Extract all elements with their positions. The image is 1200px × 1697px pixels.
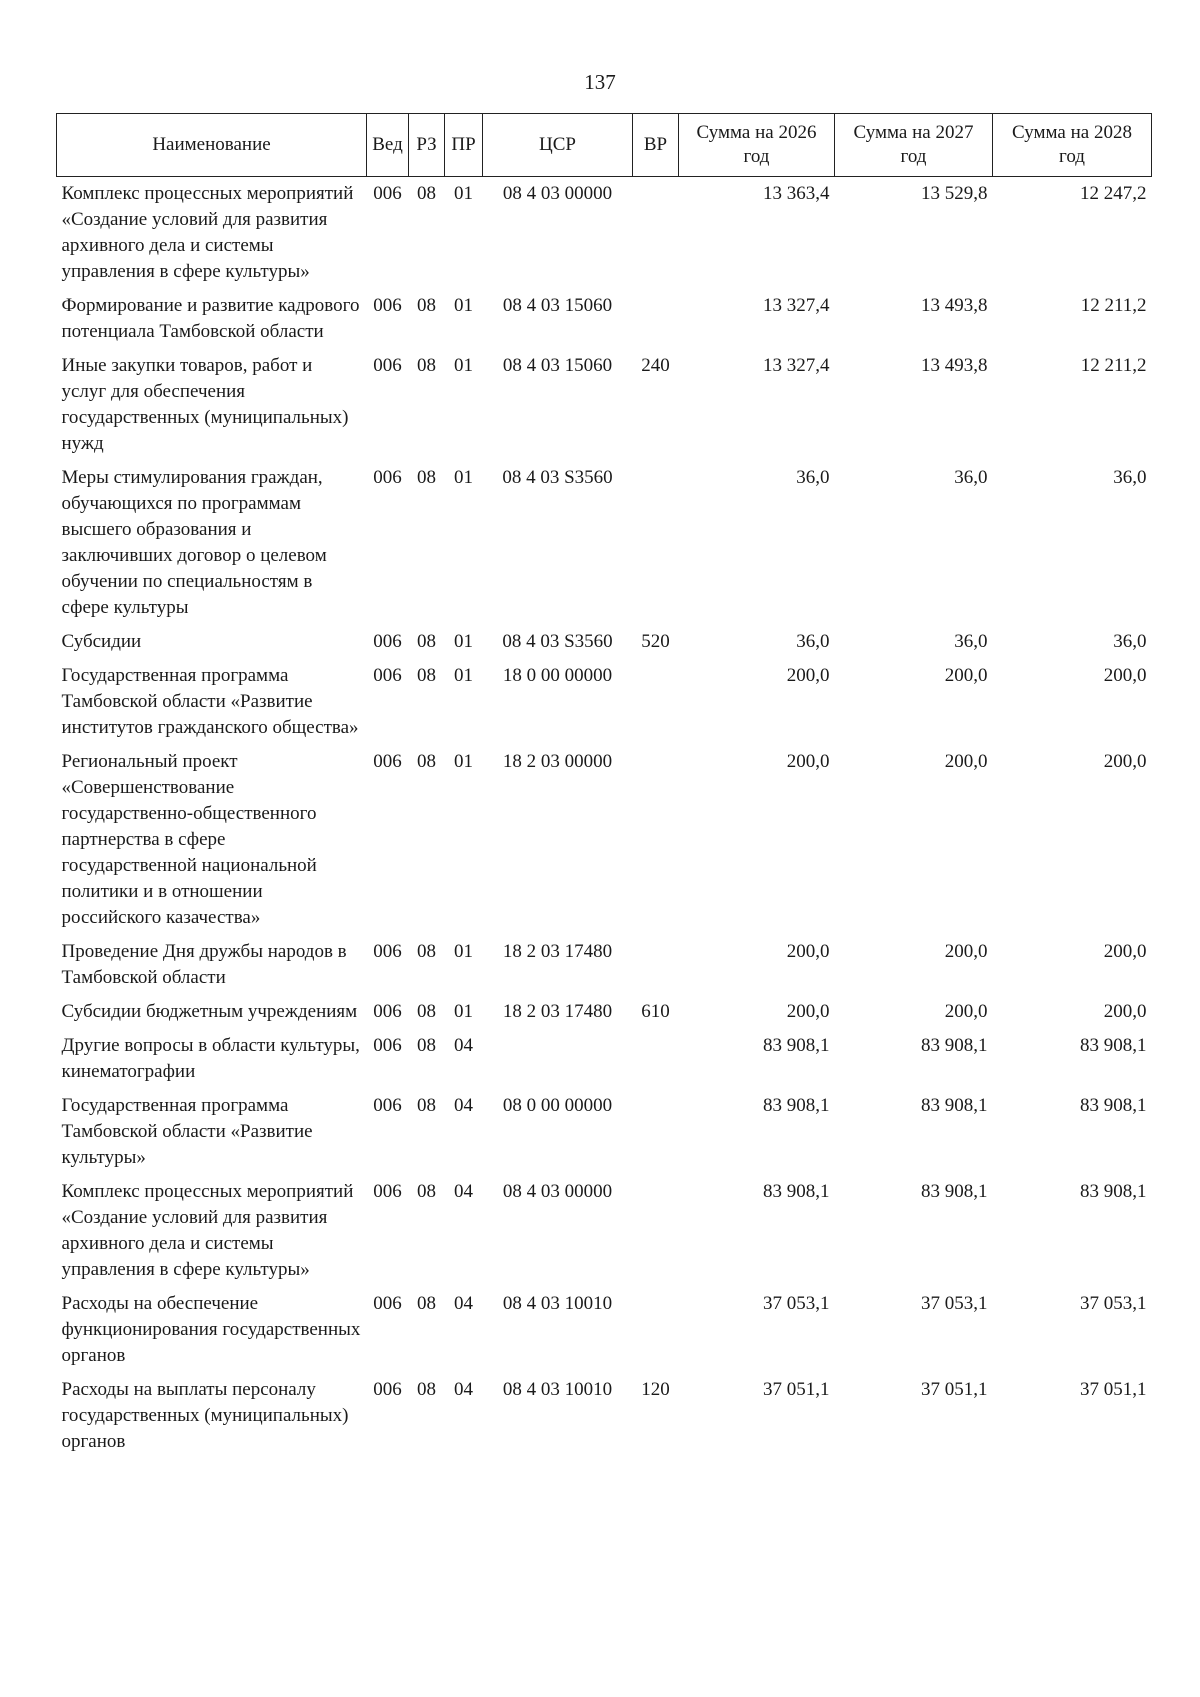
row-name-cell: Государственная программа Тамбовской области «Развитие культуры»	[61, 1095, 313, 1168]
row-name-cell: Расходы на обеспечение функционирования государственных органов	[61, 1293, 361, 1366]
row-csr-cell: 08 4 03 10010	[502, 1379, 613, 1400]
row-sum-2028-cell: 83 908,1	[1080, 1181, 1147, 1202]
row-sum-2026-cell: 13 363,4	[763, 183, 830, 204]
row-sum-2027-cell: 36,0	[954, 467, 988, 488]
row-sum-2028-cell: 36,0	[1113, 467, 1147, 488]
table-row	[57, 995, 1152, 1029]
row-vr-cell	[633, 935, 679, 995]
row-rz-cell: 08	[417, 941, 436, 962]
row-pr-cell: 04	[454, 1095, 473, 1116]
row-name-cell: Государственная программа Тамбовской области «Развитие институтов гражданского общества»	[61, 665, 359, 738]
row-csr-cell: 18 2 03 17480	[502, 941, 613, 962]
row-rz-cell: 08	[417, 631, 436, 652]
row-rz-cell: 08	[417, 183, 436, 204]
row-csr-cell: 08 4 03 15060	[502, 295, 613, 316]
row-ved-cell: 006	[373, 467, 402, 488]
row-sum-2026-cell: 83 908,1	[763, 1181, 830, 1202]
row-sum-2028-cell: 200,0	[1103, 751, 1147, 772]
row-pr-cell: 01	[454, 631, 473, 652]
row-rz-cell: 08	[417, 295, 436, 316]
row-sum-2027-cell: 200,0	[944, 751, 988, 772]
row-csr-cell: 18 0 00 00000	[502, 665, 613, 686]
row-sum-2028-cell: 200,0	[1103, 665, 1147, 686]
row-ved-cell: 006	[373, 295, 402, 316]
row-ved-cell: 006	[373, 355, 402, 376]
row-csr-cell: 18 2 03 00000	[502, 751, 613, 772]
row-ved-cell: 006	[373, 1293, 402, 1314]
header-ved: Вед	[367, 114, 409, 177]
row-pr-cell: 01	[454, 467, 473, 488]
row-csr-cell: 08 4 03 15060	[502, 355, 613, 376]
row-rz-cell: 08	[417, 467, 436, 488]
header-sum-2028: Сумма на 2028 год	[993, 114, 1152, 177]
row-sum-2026-cell: 37 051,1	[763, 1379, 830, 1400]
row-vr-cell	[633, 1029, 679, 1089]
row-name-cell: Проведение Дня дружбы народов в Тамбовской области	[61, 941, 347, 988]
row-vr-cell	[633, 461, 679, 625]
table-row	[57, 1029, 1152, 1089]
table-row	[57, 1287, 1152, 1373]
row-sum-2026-cell: 37 053,1	[763, 1293, 830, 1314]
table-row	[57, 289, 1152, 349]
row-name-cell: Формирование и развитие кадрового потенциала Тамбовской области	[61, 295, 360, 342]
row-sum-2028-cell: 36,0	[1113, 631, 1147, 652]
row-rz-cell: 08	[417, 1293, 436, 1314]
row-pr-cell: 01	[454, 183, 473, 204]
row-name-cell: Иные закупки товаров, работ и услуг для обеспечения государственных (муниципальных) нужд	[61, 355, 349, 454]
header-name: Наименование	[57, 114, 367, 177]
row-pr-cell: 04	[454, 1181, 473, 1202]
row-sum-2027-cell: 36,0	[954, 631, 988, 652]
row-rz-cell: 08	[417, 1379, 436, 1400]
row-sum-2027-cell: 83 908,1	[921, 1095, 988, 1116]
row-ved-cell: 006	[373, 665, 402, 686]
table-row	[57, 625, 1152, 659]
row-csr-cell: 08 4 03 10010	[502, 1293, 613, 1314]
row-pr-cell: 01	[454, 665, 473, 686]
row-sum-2027-cell: 13 493,8	[921, 355, 988, 376]
row-sum-2026-cell: 83 908,1	[763, 1095, 830, 1116]
table-row	[57, 349, 1152, 461]
row-csr-cell: 08 4 03 00000	[502, 1181, 613, 1202]
header-sum-2027: Сумма на 2027 год	[835, 114, 993, 177]
table-row	[57, 745, 1152, 935]
row-rz-cell: 08	[417, 355, 436, 376]
row-name-cell: Другие вопросы в области культуры, кинематографии	[61, 1035, 360, 1082]
table-row	[57, 1175, 1152, 1287]
row-vr-cell	[633, 1175, 679, 1287]
row-sum-2026-cell: 13 327,4	[763, 355, 830, 376]
row-rz-cell: 08	[417, 1181, 436, 1202]
row-name-cell: Меры стимулирования граждан, обучающихся по программам высшего образования и заключивших договор о целевом обучении по специальностям в сфере культуры	[61, 467, 327, 618]
row-ved-cell: 006	[373, 941, 402, 962]
row-ved-cell: 006	[373, 631, 402, 652]
row-csr-cell: 08 0 00 00000	[502, 1095, 613, 1116]
row-vr-cell	[633, 1089, 679, 1175]
row-pr-cell: 01	[454, 355, 473, 376]
row-csr-cell: 08 4 03 S3560	[502, 631, 613, 652]
row-pr-cell: 04	[454, 1035, 473, 1056]
row-name-cell: Субсидии	[61, 631, 142, 652]
row-pr-cell: 01	[454, 941, 473, 962]
row-sum-2028-cell: 200,0	[1103, 941, 1147, 962]
row-vr-cell: 120	[641, 1379, 670, 1400]
row-rz-cell: 08	[417, 751, 436, 772]
table-row	[57, 935, 1152, 995]
row-sum-2026-cell: 200,0	[786, 665, 830, 686]
row-sum-2027-cell: 37 053,1	[921, 1293, 988, 1314]
row-sum-2026-cell: 200,0	[786, 941, 830, 962]
row-ved-cell: 006	[373, 1001, 402, 1022]
row-sum-2028-cell: 12 211,2	[1080, 355, 1147, 376]
row-vr-cell	[633, 177, 679, 290]
row-pr-cell: 01	[454, 751, 473, 772]
row-rz-cell: 08	[417, 1035, 436, 1056]
header-vr: ВР	[633, 114, 679, 177]
row-vr-cell: 240	[641, 355, 670, 376]
row-sum-2026-cell: 200,0	[786, 1001, 830, 1022]
table-body	[57, 177, 1152, 1460]
row-sum-2028-cell: 200,0	[1103, 1001, 1147, 1022]
row-vr-cell	[633, 1287, 679, 1373]
row-sum-2027-cell: 83 908,1	[921, 1035, 988, 1056]
row-sum-2028-cell: 12 211,2	[1080, 295, 1147, 316]
row-sum-2026-cell: 200,0	[786, 751, 830, 772]
table-header-row	[57, 114, 1152, 177]
row-sum-2026-cell: 83 908,1	[763, 1035, 830, 1056]
row-rz-cell: 08	[417, 1095, 436, 1116]
row-sum-2026-cell: 36,0	[796, 467, 830, 488]
row-sum-2028-cell: 83 908,1	[1080, 1095, 1147, 1116]
table-row	[57, 1373, 1152, 1459]
row-name-cell: Комплекс процессных мероприятий «Создание условий для развития архивного дела и системы управления в сфере культуры»	[61, 1181, 354, 1280]
page-number: 137	[584, 70, 616, 94]
table-row	[57, 461, 1152, 625]
row-ved-cell: 006	[373, 183, 402, 204]
row-csr-cell	[483, 1029, 633, 1089]
header-sum-2026: Сумма на 2026 год	[679, 114, 835, 177]
row-vr-cell: 610	[641, 1001, 670, 1022]
table-row	[57, 1089, 1152, 1175]
header-rz: РЗ	[409, 114, 445, 177]
row-sum-2027-cell: 13 529,8	[921, 183, 988, 204]
row-csr-cell: 18 2 03 17480	[502, 1001, 613, 1022]
row-sum-2027-cell: 200,0	[944, 941, 988, 962]
row-sum-2027-cell: 200,0	[944, 665, 988, 686]
row-sum-2027-cell: 83 908,1	[921, 1181, 988, 1202]
row-ved-cell: 006	[373, 1379, 402, 1400]
row-name-cell: Субсидии бюджетным учреждениям	[61, 1001, 358, 1022]
row-sum-2027-cell: 200,0	[944, 1001, 988, 1022]
row-vr-cell	[633, 289, 679, 349]
row-pr-cell: 04	[454, 1293, 473, 1314]
header-pr: ПР	[445, 114, 483, 177]
row-sum-2028-cell: 12 247,2	[1080, 183, 1147, 204]
row-ved-cell: 006	[373, 1095, 402, 1116]
row-csr-cell: 08 4 03 S3560	[502, 467, 613, 488]
row-sum-2027-cell: 13 493,8	[921, 295, 988, 316]
row-ved-cell: 006	[373, 1035, 402, 1056]
budget-table	[56, 113, 1152, 1459]
row-name-cell: Региональный проект «Совершенствование государственно-общественного партнерства в сфере государственной национальной политики и в отношении российского казачества»	[61, 751, 317, 928]
header-csr: ЦСР	[483, 114, 633, 177]
row-sum-2027-cell: 37 051,1	[921, 1379, 988, 1400]
row-pr-cell: 01	[454, 1001, 473, 1022]
row-vr-cell: 520	[641, 631, 670, 652]
row-name-cell: Расходы на выплаты персоналу государственных (муниципальных) органов	[61, 1379, 349, 1452]
row-pr-cell: 04	[454, 1379, 473, 1400]
row-name-cell: Комплекс процессных мероприятий «Создание условий для развития архивного дела и системы управления в сфере культуры»	[61, 183, 354, 282]
row-sum-2026-cell: 13 327,4	[763, 295, 830, 316]
row-ved-cell: 006	[373, 751, 402, 772]
row-sum-2028-cell: 37 051,1	[1080, 1379, 1147, 1400]
row-sum-2028-cell: 37 053,1	[1080, 1293, 1147, 1314]
row-pr-cell: 01	[454, 295, 473, 316]
row-csr-cell: 08 4 03 00000	[502, 183, 613, 204]
row-vr-cell	[633, 745, 679, 935]
row-sum-2028-cell: 83 908,1	[1080, 1035, 1147, 1056]
row-rz-cell: 08	[417, 1001, 436, 1022]
table-row	[57, 177, 1152, 290]
row-ved-cell: 006	[373, 1181, 402, 1202]
row-vr-cell	[633, 659, 679, 745]
row-rz-cell: 08	[417, 665, 436, 686]
row-sum-2026-cell: 36,0	[796, 631, 830, 652]
table-row	[57, 659, 1152, 745]
